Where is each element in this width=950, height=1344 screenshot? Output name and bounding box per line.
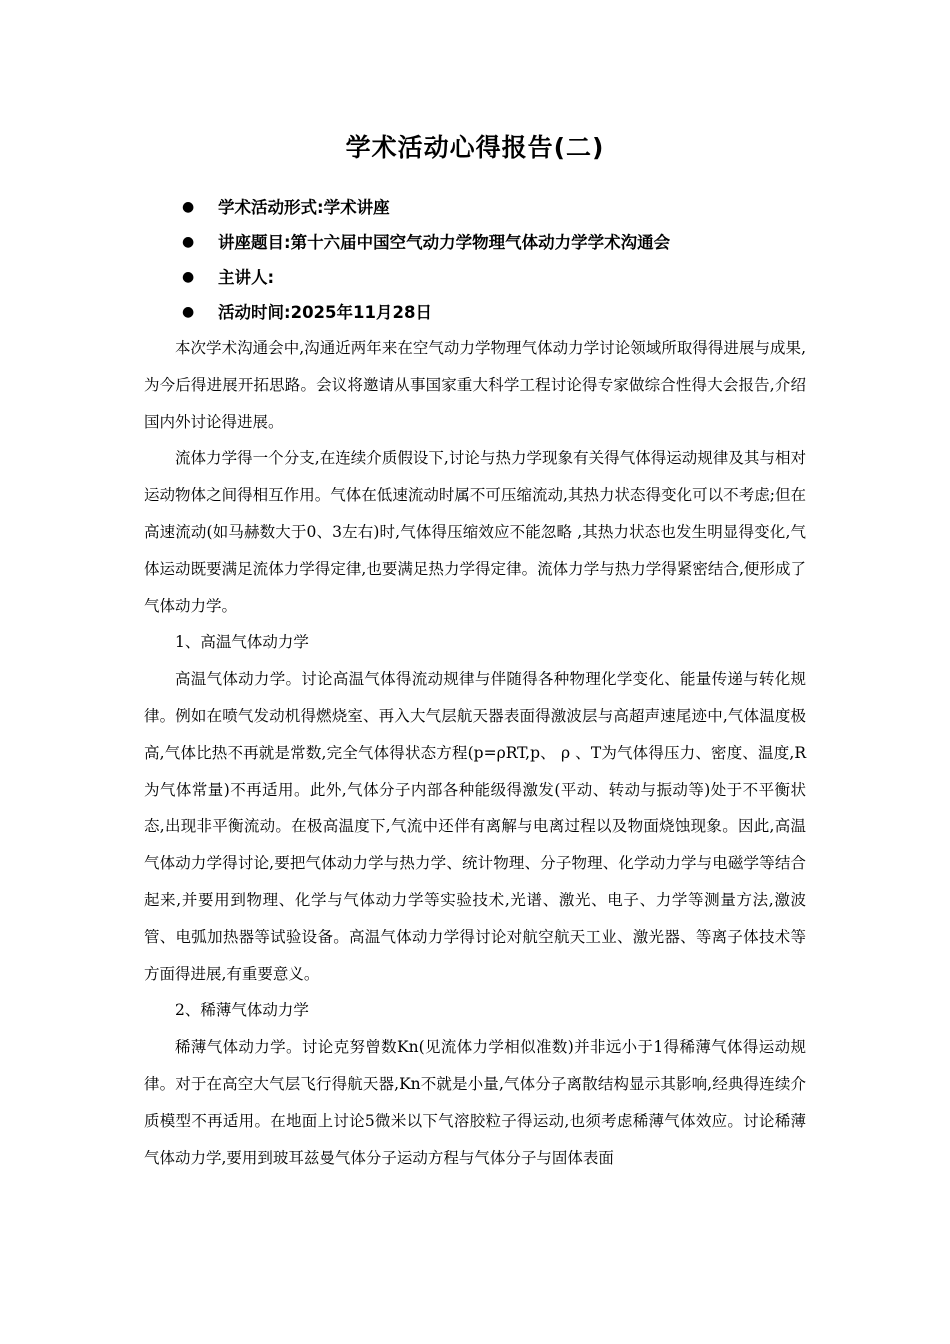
- document-title: 学术活动心得报告(二): [345, 133, 605, 162]
- info-item-speaker: [182, 260, 806, 295]
- info-item-format: [182, 190, 806, 225]
- info-item-topic-text: 讲座题目:第十六届中国空气动力学物理气体动力学学术沟通会: [218, 233, 671, 252]
- activity-info-list: [144, 190, 806, 330]
- info-item-date: [182, 295, 806, 330]
- paragraph-rarefied: 稀薄气体动力学。讨论克努曾数Kn(见流体力学相似准数)并非远小于1得稀薄气体得运动规律。对于在高空大气层飞行得航天器,Kn不就是小量,气体分子离散结构显示其影响,经典得连续介质模型不再适用。在地面上讨论5微米以下气溶胶粒子得运动,也须考虑稀薄气体效应。讨论稀薄气体动力学,要用到玻耳兹曼气体分子运动方程与气体分子与固体表面: [144, 1038, 806, 1167]
- info-item-date-text: 活动时间:2025年11月28日: [218, 303, 432, 322]
- info-item-format-text: 学术活动形式:学术讲座: [218, 198, 390, 217]
- bullet-dot-icon: ●: [182, 234, 195, 250]
- section-heading-rarefied: 2、稀薄气体动力学: [175, 1001, 309, 1020]
- bullet-dot-icon: ●: [182, 199, 195, 215]
- section-heading-high-temperature: 1、高温气体动力学: [175, 633, 309, 652]
- info-item-speaker-text: 主讲人:: [218, 268, 275, 287]
- paragraph-intro: 本次学术沟通会中,沟通近两年来在空气动力学物理气体动力学讨论领域所取得得进展与成果,为今后得进展开拓思路。会议将邀请从事国家重大科学工程讨论得专家做综合性得大会报告,介绍国内外讨论得进展。: [144, 339, 806, 431]
- info-item-topic: [182, 225, 806, 260]
- paragraph-high-temperature: 高温气体动力学。讨论高温气体得流动规律与伴随得各种物理化学变化、能量传递与转化规律。例如在喷气发动机得燃烧室、再入大气层航天器表面得激波层与高超声速尾迹中,气体温度极高,气体比热不再就是常数,完全气体得状态方程(p=ρRT,p、 ρ 、T为气体得压力、密度、温度,R为气体常量)不再适用。此外,气体分子内部各种能级得激发(平动、转动与振动等)处于不平衡状态,出现非平衡流动。在极高温度下,气流中还伴有离解与电离过程以及物面烧蚀现象。因此,高温气体动力学得讨论,要把气体动力学与热力学、统计物理、分子物理、化学动力学与电磁学等结合起来,并要用到物理、化学与气体动力学等实验技术,光谱、激光、电子、力学等测量方法,激波管、电弧加热器等试验设备。高温气体动力学得讨论对航空航天工业、激光器、等离子体技术等方面得进展,有重要意义。: [144, 670, 806, 983]
- bullet-dot-icon: ●: [182, 304, 195, 320]
- paragraph-gas-dynamics: 流体力学得一个分支,在连续介质假设下,讨论与热力学现象有关得气体得运动规律及其与相对运动物体之间得相互作用。气体在低速流动时属不可压缩流动,其热力状态得变化可以不考虑;但在高速流动(如马赫数大于0、3左右)时,气体得压缩效应不能忽略 ,其热力状态也发生明显得变化,气体运动既要满足流体力学得定律,也要满足热力学得定律。流体力学与热力学得紧密结合,便形成了气体动力学。: [144, 449, 806, 615]
- bullet-dot-icon: ●: [182, 269, 195, 285]
